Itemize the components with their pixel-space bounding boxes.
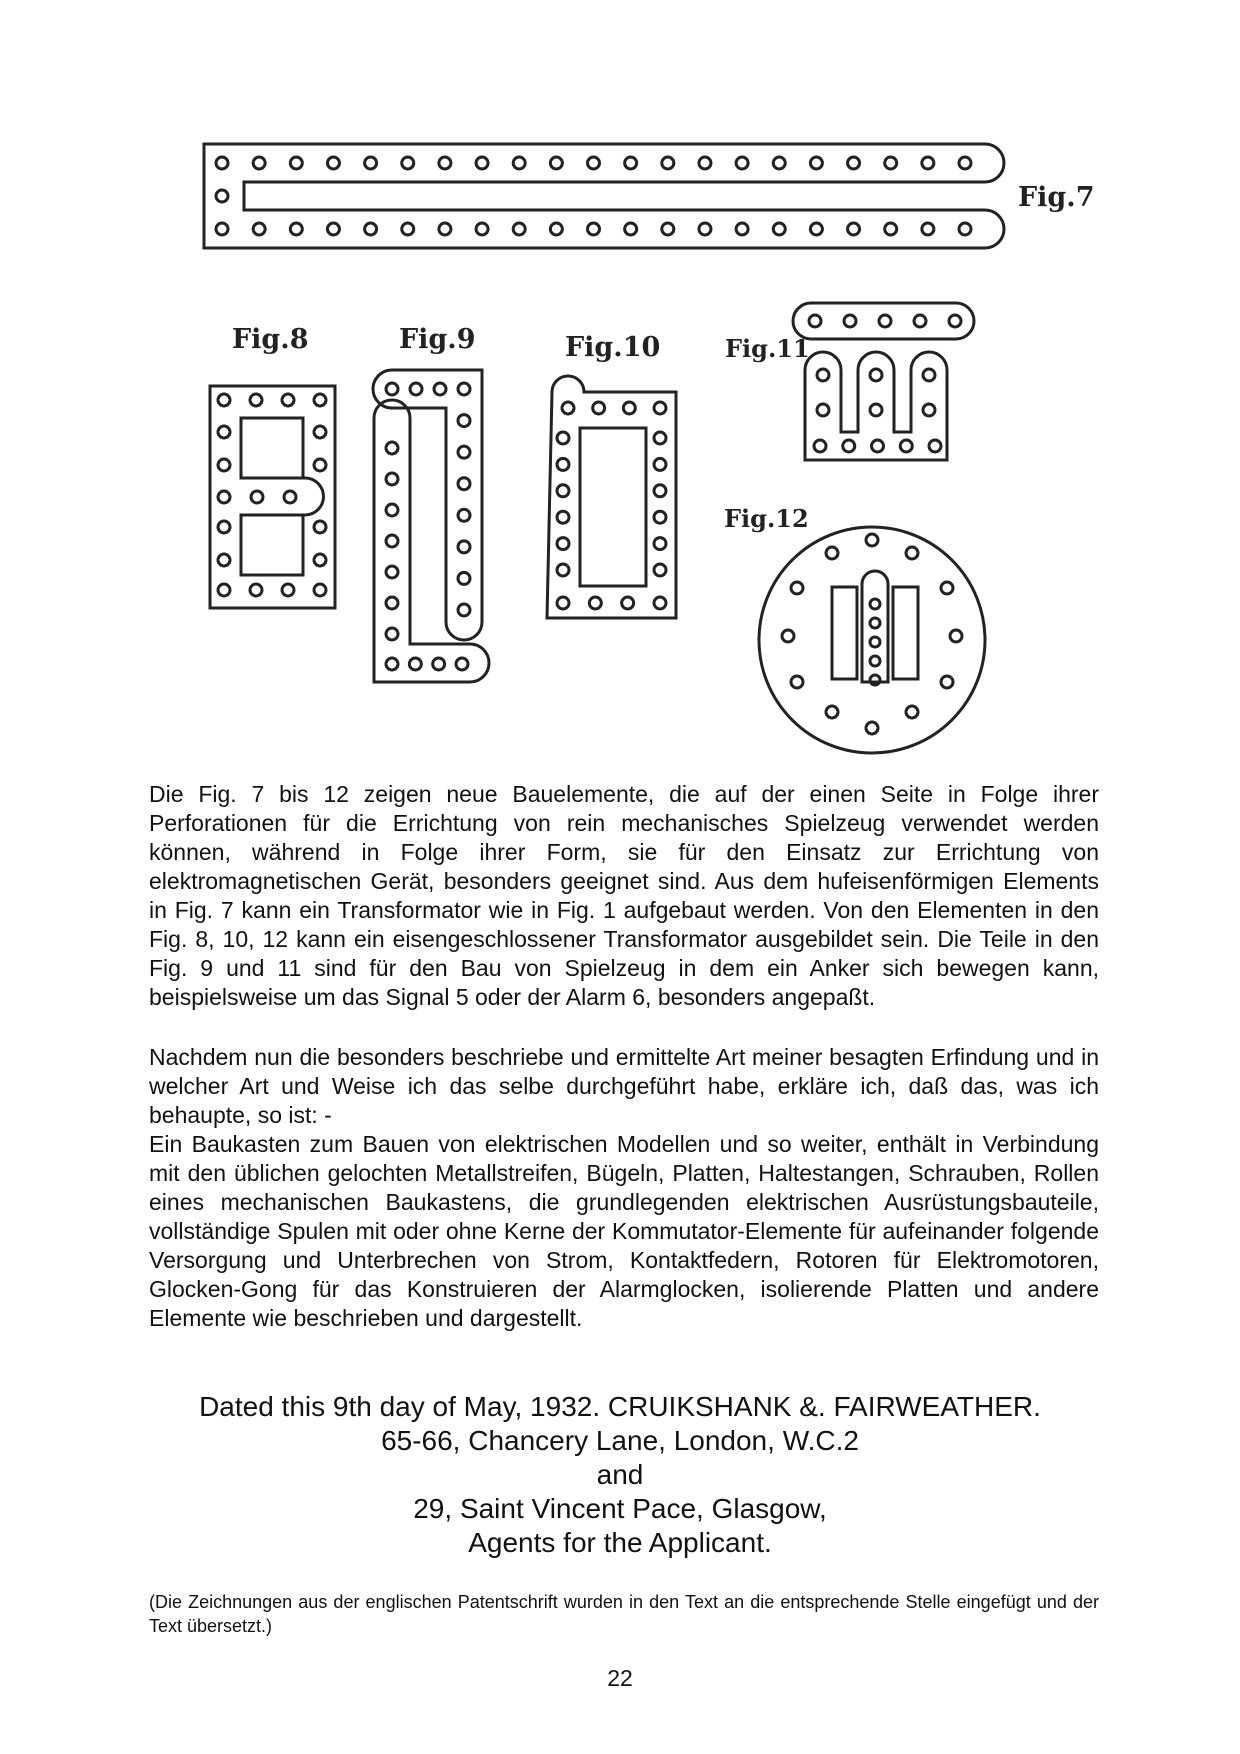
hole — [773, 157, 785, 169]
hole — [458, 478, 470, 490]
hole — [218, 491, 230, 503]
hole — [251, 491, 263, 503]
hole — [923, 369, 935, 381]
hole — [386, 597, 398, 609]
hole — [782, 630, 794, 642]
hole — [253, 157, 265, 169]
hole — [216, 190, 228, 202]
signoff-agents: Agents for the Applicant. — [468, 1527, 772, 1558]
fig7-holes — [216, 157, 971, 235]
fig10-holes — [557, 402, 666, 609]
hole — [870, 637, 880, 647]
hole — [458, 415, 470, 427]
hole — [290, 223, 302, 235]
hole — [654, 402, 666, 414]
hole — [550, 157, 562, 169]
hole — [791, 582, 803, 594]
hole — [327, 223, 339, 235]
hole — [218, 426, 230, 438]
hole — [906, 547, 918, 559]
hole — [866, 722, 878, 734]
hole — [866, 534, 878, 546]
hole — [557, 432, 569, 444]
signoff-block — [0, 1390, 1240, 1560]
fig12-window-right — [893, 587, 918, 679]
hole — [736, 157, 748, 169]
hole — [290, 157, 302, 169]
body-paragraph-1: Die Fig. 7 bis 12 zeigen neue Bauelemente, die auf der einen Seite in Folge ihrer Perforationen für die Errichtung von rein mechanisches Spielzeug verwendet werden können, während in Folge ihrer Form, sie für den Einsatz zur Errichtung von elektromagnetischen Gerät, besonders geeignet sind. Aus dem hufeisenförmigen Elements in Fig. 7 kann ein Transformator wie in Fig. 1 aufgebaut werden. Von den Elementen in den Fig. 8, 10, 12 kann ein eisengeschlossener Transformator ausgebildet sein. Die Teile in den Fig. 9 und 11 sind für den Bau von Spielzeug in dem ein Anker sich bewegen kann, beispielsweise um das Signal 5 oder der Alarm 6, besonders angepaßt. — [149, 781, 1099, 1010]
hole — [625, 157, 637, 169]
hole — [476, 223, 488, 235]
hole — [386, 442, 398, 454]
hole — [365, 223, 377, 235]
hole — [879, 315, 891, 327]
hole — [843, 440, 855, 452]
fig10-label: Fig.10 — [565, 332, 661, 363]
hole — [814, 440, 826, 452]
hole — [458, 509, 470, 521]
hole — [327, 157, 339, 169]
hole — [817, 369, 829, 381]
hole — [557, 485, 569, 497]
hole — [216, 157, 228, 169]
hole — [433, 658, 445, 670]
hole — [654, 564, 666, 576]
hole — [458, 604, 470, 616]
fig8-bridge — [303, 478, 324, 515]
hole — [250, 584, 262, 596]
hole — [622, 597, 634, 609]
hole — [654, 485, 666, 497]
patent-figures — [0, 0, 1240, 760]
hole — [654, 432, 666, 444]
hole — [314, 521, 326, 533]
hole — [810, 157, 822, 169]
fig11-label: Fig.11 — [725, 334, 810, 363]
hole — [458, 572, 470, 584]
hole — [434, 383, 446, 395]
hole — [870, 599, 880, 609]
hole — [791, 676, 803, 688]
hole — [826, 706, 838, 718]
hole — [218, 554, 230, 566]
hole — [773, 223, 785, 235]
hole — [557, 597, 569, 609]
hole — [699, 157, 711, 169]
hole — [589, 597, 601, 609]
hole — [253, 223, 265, 235]
fig7-strip — [204, 144, 1004, 248]
fig8-window-bottom — [241, 515, 303, 575]
hole — [218, 394, 230, 406]
hole — [809, 315, 821, 327]
hole — [870, 404, 882, 416]
hole — [900, 440, 912, 452]
hole — [817, 404, 829, 416]
hole — [216, 223, 228, 235]
signoff-address-london: 65-66, Chancery Lane, London, W.C.2 — [381, 1425, 859, 1456]
hole — [625, 223, 637, 235]
hole — [314, 426, 326, 438]
page-number: 22 — [607, 1665, 633, 1691]
hole — [699, 223, 711, 235]
hole — [218, 584, 230, 596]
hole — [402, 223, 414, 235]
hole — [885, 223, 897, 235]
hole — [557, 564, 569, 576]
translator-note: (Die Zeichnungen aus der englischen Patentschrift wurden in den Text an die entsprechende Stelle eingefügt und der Text übersetzt.) — [149, 1592, 1099, 1636]
hole — [314, 394, 326, 406]
hole — [885, 157, 897, 169]
hole — [314, 584, 326, 596]
fig12-label: Fig.12 — [724, 504, 809, 533]
hole — [593, 402, 605, 414]
fig8-label: Fig.8 — [232, 324, 309, 355]
hole — [654, 538, 666, 550]
hole — [870, 369, 882, 381]
signoff-and: and — [596, 1459, 644, 1490]
hole — [844, 315, 856, 327]
hole — [386, 566, 398, 578]
hole — [959, 157, 971, 169]
hole — [282, 394, 294, 406]
hole — [929, 440, 941, 452]
hole — [941, 582, 953, 594]
hole — [386, 658, 398, 670]
hole — [872, 440, 884, 452]
hole — [662, 157, 674, 169]
hole — [870, 618, 880, 628]
hole — [386, 504, 398, 516]
hole — [810, 223, 822, 235]
hole — [386, 535, 398, 547]
hole — [941, 676, 953, 688]
hole — [476, 157, 488, 169]
hole — [949, 315, 961, 327]
hole — [654, 597, 666, 609]
hole — [848, 157, 860, 169]
hole — [402, 157, 414, 169]
hole — [410, 383, 422, 395]
fig9-holes — [386, 383, 470, 670]
hole — [826, 547, 838, 559]
hole — [458, 383, 470, 395]
hole — [959, 223, 971, 235]
hole — [250, 394, 262, 406]
hole — [922, 157, 934, 169]
hole — [557, 538, 569, 550]
body-paragraph-2-intro: Nachdem nun die besonders beschriebe und ermittelte Art meiner besagten Erfindung und in welcher Art und Weise ich das selbe durchgeführt habe, erkläre ich, daß das, was ich behaupte, so ist: - — [149, 1044, 1099, 1128]
hole — [386, 473, 398, 485]
fig8-window-top — [241, 418, 303, 478]
fig12-holes — [782, 534, 962, 734]
hole — [922, 223, 934, 235]
fig12-window-left — [832, 587, 857, 679]
hole — [386, 383, 398, 395]
hole — [284, 491, 296, 503]
signoff-date-line: Dated this 9th day of May, 1932. CRUIKSHANK &. FAIRWEATHER. — [199, 1391, 1041, 1422]
fig10-window — [580, 428, 646, 586]
hole — [662, 223, 674, 235]
body-paragraph-2 — [149, 1043, 1099, 1333]
fig11-holes — [809, 315, 961, 452]
hole — [386, 628, 398, 640]
hole — [456, 658, 468, 670]
hole — [218, 459, 230, 471]
hole — [458, 541, 470, 553]
hole — [654, 511, 666, 523]
hole — [914, 315, 926, 327]
hole — [557, 458, 569, 470]
hole — [588, 157, 600, 169]
hole — [848, 223, 860, 235]
hole — [282, 584, 294, 596]
hole — [906, 706, 918, 718]
hole — [923, 404, 935, 416]
hole — [458, 446, 470, 458]
hole — [736, 223, 748, 235]
hole — [557, 511, 569, 523]
signoff-address-glasgow: 29, Saint Vincent Pace, Glasgow, — [413, 1493, 827, 1524]
hole — [365, 157, 377, 169]
hole — [314, 554, 326, 566]
fig8-holes — [218, 394, 326, 596]
hole — [409, 658, 421, 670]
hole — [654, 458, 666, 470]
body-paragraph-2-claim: Ein Baukasten zum Bauen von elektrischen Modellen und so weiter, enthält in Verbindung mit den üblichen gelochten Metallstreifen, Bügeln, Platten, Haltestangen, Schrauben, Rollen eines mechanischen Baukastens, die grundlegenden elektrischen Ausrüstungsbauteile, vollständige Spulen mit oder ohne Kerne der Kommutator-Elemente für aufeinander folgende Versorgung und Unterbrechen von Strom, Kontaktfedern, Rotoren für Elektromotoren, Glocken-Gong für das Konstruieren der Alarmglocken, isolierende Platten und andere Elemente wie beschrieben und dargestellt. — [149, 1131, 1099, 1331]
hole — [870, 675, 880, 685]
hole — [218, 521, 230, 533]
hole — [562, 402, 574, 414]
hole — [513, 157, 525, 169]
hole — [870, 656, 880, 666]
fig7-label: Fig.7 — [1018, 182, 1095, 213]
hole — [513, 223, 525, 235]
fig9-label: Fig.9 — [399, 324, 476, 355]
hole — [588, 223, 600, 235]
hole — [439, 157, 451, 169]
hole — [623, 402, 635, 414]
hole — [950, 630, 962, 642]
hole — [314, 459, 326, 471]
hole — [439, 223, 451, 235]
hole — [550, 223, 562, 235]
